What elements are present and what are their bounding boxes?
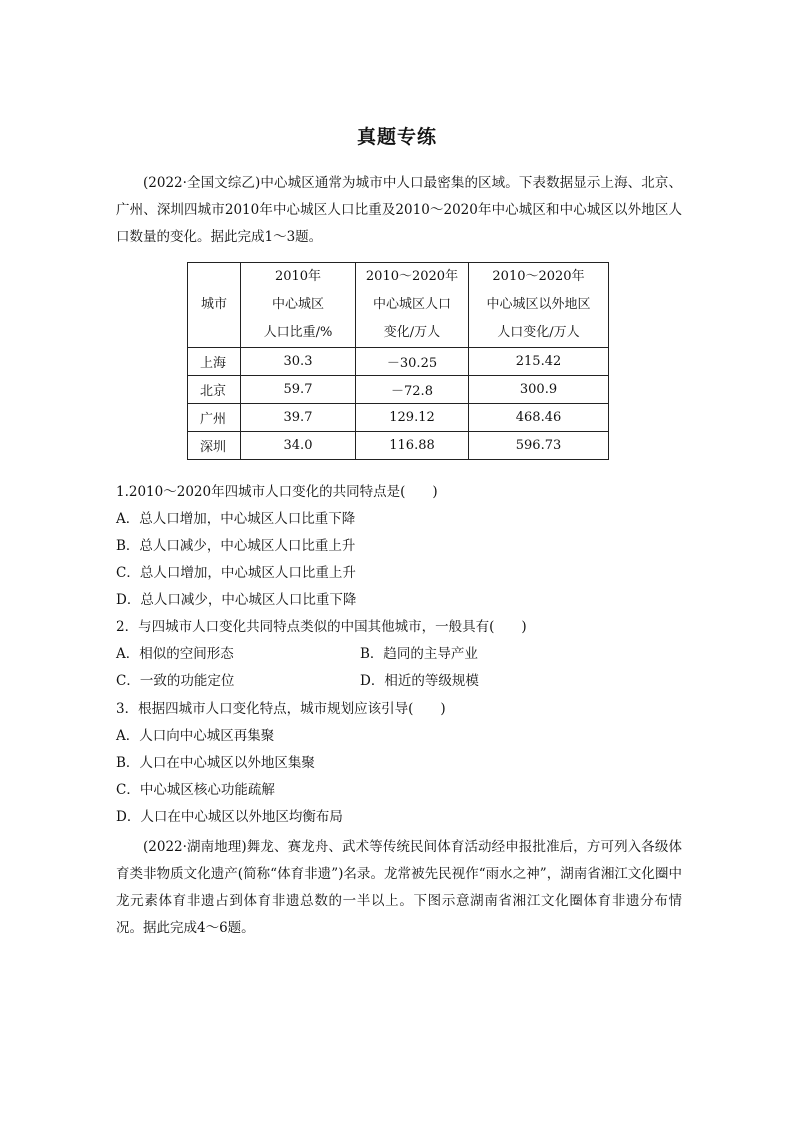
header-outer-change xyxy=(469,263,609,348)
header-line: 中心城区以外地区 xyxy=(486,297,591,312)
question-2-option-a: A．相似的空间形态 xyxy=(116,646,234,662)
header-line: 2010～2020年 xyxy=(492,269,585,284)
question-3-option-c: C．中心城区核心功能疏解 xyxy=(116,782,275,798)
header-line: 人口变化/万人 xyxy=(497,325,580,340)
header-city-label: 城市 xyxy=(200,297,227,312)
table-cell: 596.73 xyxy=(469,432,609,460)
table-cell: 129.12 xyxy=(356,404,469,432)
question-1-option-a: A．总人口增加，中心城区人口比重下降 xyxy=(116,511,356,527)
question-2-option-b: B．趋同的主导产业 xyxy=(360,646,478,662)
question-1-stem: 1.2010～2020年四城市人口变化的共同特点是( ) xyxy=(116,484,438,500)
table-cell: 39.7 xyxy=(241,404,356,432)
header-line: 中心城区人口 xyxy=(372,297,451,312)
header-city xyxy=(188,263,241,348)
header-line: 变化/万人 xyxy=(383,325,441,340)
header-line: 人口比重/% xyxy=(263,325,333,340)
page-title: 真题专练 xyxy=(356,126,437,148)
table-cell: 深圳 xyxy=(188,432,241,460)
table-cell: 34.0 xyxy=(241,432,356,460)
header-center-change xyxy=(356,263,469,348)
table-row xyxy=(188,404,609,432)
question-3-option-b: B．人口在中心城区以外地区集聚 xyxy=(116,755,315,771)
question-2-option-c: C．一致的功能定位 xyxy=(116,673,235,689)
question-2-stem: 2．与四城市人口变化共同特点类似的中国其他城市，一般具有( ) xyxy=(116,619,527,635)
table-row xyxy=(188,376,609,404)
question-2-option-d: D．相近的等级规模 xyxy=(360,673,479,689)
table-cell: 30.3 xyxy=(241,348,356,376)
table-cell: 北京 xyxy=(188,376,241,404)
table-cell: 上海 xyxy=(188,348,241,376)
header-line: 中心城区 xyxy=(271,297,324,312)
table-cell: 广州 xyxy=(188,404,241,432)
question-3-stem: 3．根据四城市人口变化特点，城市规划应该引导( ) xyxy=(116,701,446,717)
population-table xyxy=(187,262,609,460)
table-header-row xyxy=(188,263,609,348)
table-cell: －72.8 xyxy=(356,376,469,404)
header-line: 2010～2020年 xyxy=(365,269,459,284)
table-cell: 468.46 xyxy=(469,404,609,432)
question-3-option-d: D．人口在中心城区以外地区均衡布局 xyxy=(116,809,343,825)
table-cell: 116.88 xyxy=(356,432,469,460)
header-2010-share xyxy=(241,263,356,348)
intro-paragraph-1: (2022·全国文综乙)中心城区通常为城市中人口最密集的区域。下表数据显示上海、北京、广州、深圳四城市2010年中心城区人口比重及2010～2020年中心城区和中心城区以外地区人口数量的变化。据此完成1～3题。 xyxy=(116,175,682,245)
header-line: 2010年 xyxy=(274,269,322,284)
table-cell: 215.42 xyxy=(469,348,609,376)
table-row xyxy=(188,348,609,376)
table-cell: 300.9 xyxy=(469,376,609,404)
table-cell: －30.25 xyxy=(356,348,469,376)
intro-paragraph-2: (2022·湖南地理)舞龙、赛龙舟、武术等传统民间体育活动经申报批准后，方可列入各级体育类非物质文化遗产(简称“体育非遗”)名录。龙常被先民视作“雨水之神”，湖南省湘江文化圈中龙元素体育非遗占到体育非遗总数的一半以上。下图示意湖南省湘江文化圈体育非遗分布情况。据此完成4～6题。 xyxy=(116,839,682,936)
table-row xyxy=(188,432,609,460)
table-cell: 59.7 xyxy=(241,376,356,404)
question-3-option-a: A．人口向中心城区再集聚 xyxy=(116,728,275,744)
question-1-option-c: C．总人口增加，中心城区人口比重上升 xyxy=(116,565,356,581)
question-1-option-d: D．总人口减少，中心城区人口比重下降 xyxy=(116,592,357,608)
question-1-option-b: B．总人口减少，中心城区人口比重上升 xyxy=(116,538,356,554)
